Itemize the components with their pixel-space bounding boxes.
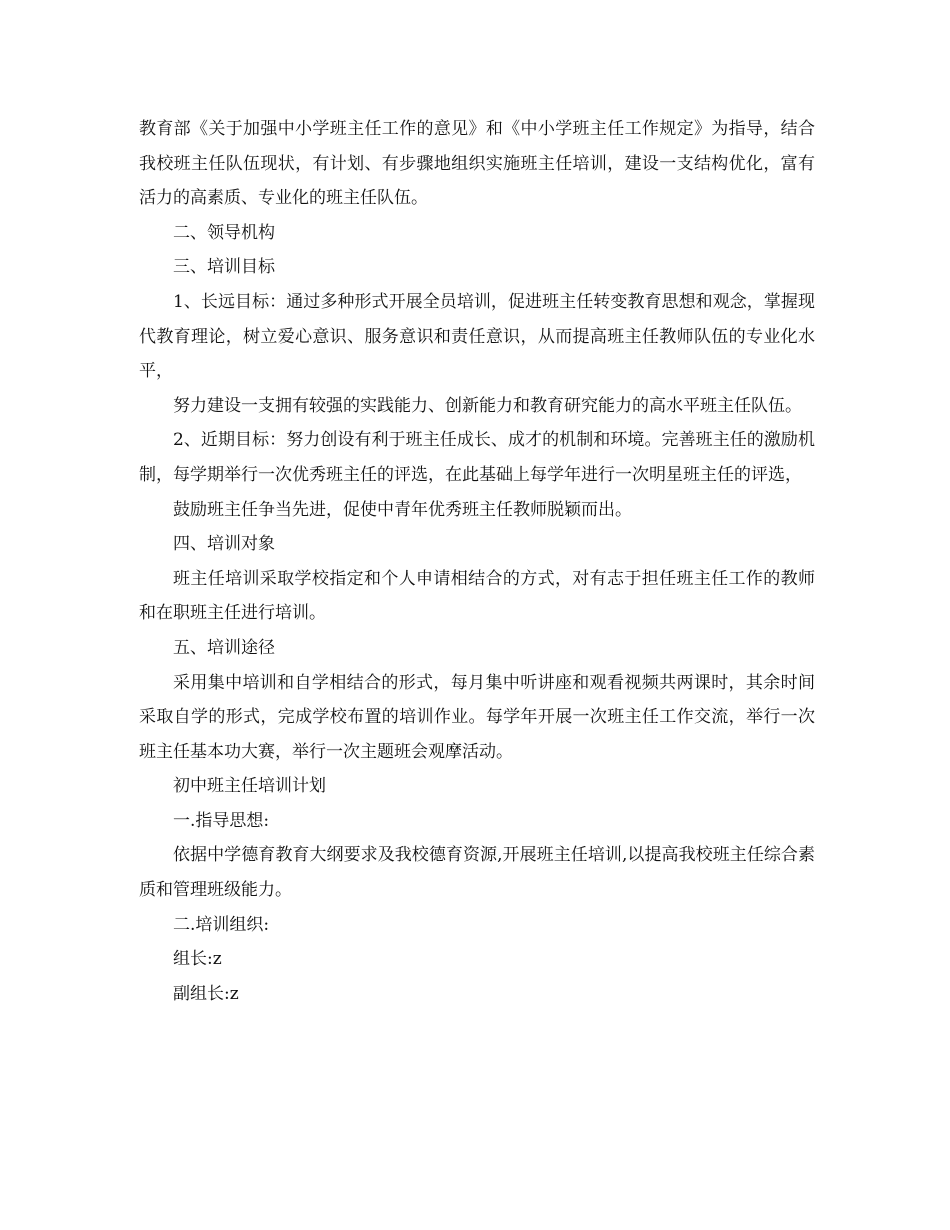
paragraph-guiding-ideology: 依据中学德育教育大纲要求及我校德育资源,开展班主任培训,以提高我校班主任综合素质和管理班级能力。 <box>139 845 815 901</box>
paragraph-long-term-goal: 1、长远目标：通过多种形式开展全员培训，促进班主任转变教育思想和观念，掌握现代教育理论，树立爱心意识、服务意识和责任意识，从而提高班主任教师队伍的专业化水平， <box>139 291 815 382</box>
paragraph-intro: 教育部《关于加强中小学班主任工作的意见》和《中小学班主任工作规定》为指导，结合我校班主任队伍现状，有计划、有步骤地组织实施班主任培训，建设一支结构优化，富有活力的高素质、专业化的班主任队伍。 <box>139 119 815 209</box>
document-body <box>139 112 815 1011</box>
heading-training-approach: 五、培训途径 <box>173 637 275 658</box>
section-title: 初中班主任培训计划 <box>173 776 326 797</box>
heading-guiding-ideology: 一.指导思想: <box>173 810 270 831</box>
heading-training-goals: 三、培训目标 <box>173 257 275 278</box>
item-group-leader: 组长:z <box>173 949 222 970</box>
paragraph-long-term-goal-cont: 努力建设一支拥有较强的实践能力、创新能力和教育研究能力的高水平班主任队伍。 <box>173 395 802 416</box>
heading-training-organization: 二.培训组织: <box>173 914 270 935</box>
paragraph-training-targets: 班主任培训采取学校指定和个人申请相结合的方式，对有志于担任班主任工作的教师和在职班主任进行培训。 <box>139 568 815 624</box>
paragraph-training-approach: 采用集中培训和自学相结合的形式，每月集中听讲座和观看视频共两课时，其余时间采取自学的形式，完成学校布置的培训作业。每学年开展一次班主任工作交流，举行一次班主任基本功大赛，举行一次主题班会观摩活动。 <box>139 672 815 762</box>
item-deputy-group-leader: 副组长:z <box>173 983 239 1004</box>
paragraph-short-term-goal: 2、近期目标：努力创设有利于班主任成长、成才的机制和环境。完善班主任的激励机制，每学期举行一次优秀班主任的评选，在此基础上每学年进行一次明星班主任的评选， <box>139 430 815 485</box>
paragraph-short-term-goal-cont: 鼓励班主任争当先进，促使中青年优秀班主任教师脱颖而出。 <box>173 499 632 520</box>
heading-training-targets: 四、培训对象 <box>173 534 275 555</box>
heading-leadership: 二、领导机构 <box>173 222 275 243</box>
